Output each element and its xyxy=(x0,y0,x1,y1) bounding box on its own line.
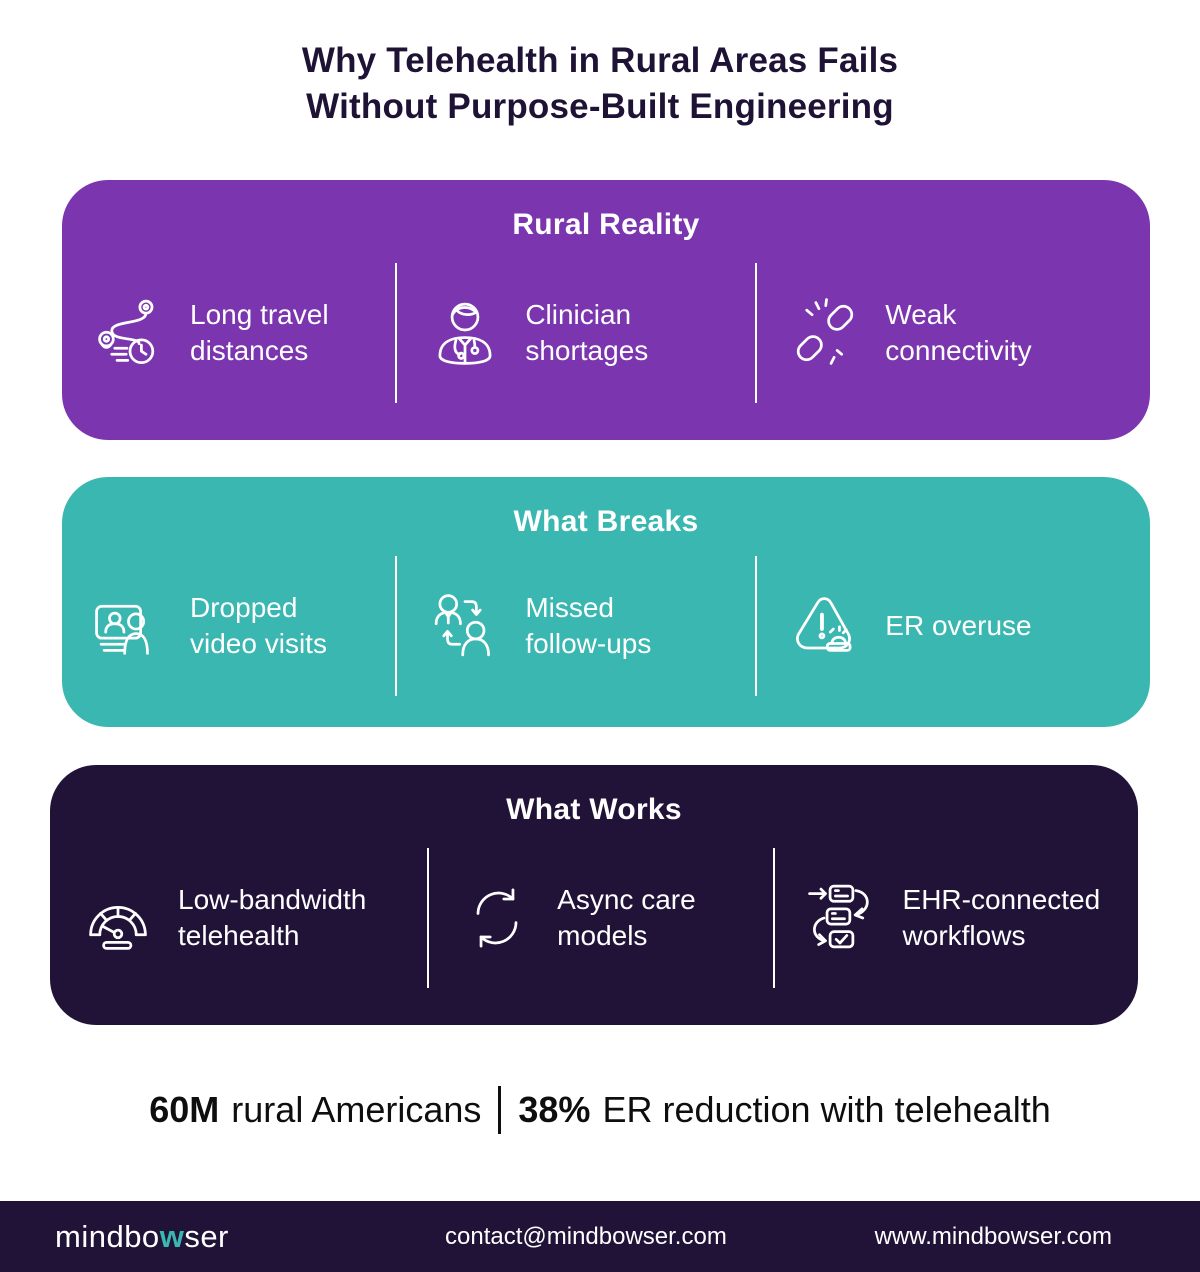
item-async-care-models xyxy=(429,839,772,997)
stat-value: 38% xyxy=(518,1089,591,1130)
stats-line xyxy=(0,1086,1200,1134)
ehr-workflow-icon xyxy=(805,876,881,960)
section-title: What Breaks xyxy=(513,505,699,538)
page-title-line2: Without Purpose-Built Engineering xyxy=(306,87,894,127)
item-label: Async care models xyxy=(557,883,696,951)
item-weak-connectivity xyxy=(757,254,1150,412)
item-low-bandwidth-telehealth xyxy=(50,839,427,997)
speedometer-icon xyxy=(80,876,156,960)
section-what-works xyxy=(50,765,1138,1025)
item-er-overuse xyxy=(757,551,1150,701)
section-rural-reality xyxy=(62,180,1150,440)
item-label: Weak connectivity xyxy=(885,298,1032,366)
section-title: What Works xyxy=(506,793,682,826)
stat-rural-americans xyxy=(149,1089,481,1131)
stat-label: rural Americans xyxy=(231,1089,482,1130)
stat-label: ER reduction with telehealth xyxy=(602,1089,1051,1130)
patient-transfer-icon xyxy=(427,584,503,668)
section-what-breaks xyxy=(62,477,1150,727)
video-visit-icon xyxy=(92,584,168,668)
section-title: Rural Reality xyxy=(512,208,700,241)
item-label: EHR-connected workflows xyxy=(902,883,1101,951)
item-label: Clinician shortages xyxy=(525,298,649,366)
logo-w-mark: w xyxy=(159,1218,185,1254)
section-items xyxy=(62,254,1150,412)
item-long-travel-distances xyxy=(62,254,395,412)
stats-separator xyxy=(498,1086,501,1134)
item-label: Long travel distances xyxy=(190,298,329,366)
item-label: Low-bandwidth telehealth xyxy=(178,883,367,951)
footer-bar xyxy=(0,1201,1200,1272)
stat-value: 60M xyxy=(149,1089,220,1130)
section-items xyxy=(50,839,1138,997)
sync-icon xyxy=(459,876,535,960)
footer-email: contact@mindbowser.com xyxy=(445,1222,727,1250)
footer-website: www.mindbowser.com xyxy=(874,1222,1112,1250)
item-ehr-connected-workflows xyxy=(775,839,1138,997)
item-label: ER overuse xyxy=(885,609,1032,641)
section-items xyxy=(62,551,1150,701)
stat-er-reduction xyxy=(518,1089,1050,1131)
item-missed-follow-ups xyxy=(397,551,755,701)
item-clinician-shortages xyxy=(397,254,755,412)
item-label: Dropped video visits xyxy=(190,591,327,659)
clinician-icon xyxy=(427,291,503,375)
route-clock-icon xyxy=(92,291,168,375)
er-warning-icon xyxy=(787,584,863,668)
mindbowser-logo: mindbowser xyxy=(55,1218,229,1254)
item-label: Missed follow-ups xyxy=(525,591,652,659)
broken-link-icon xyxy=(787,291,863,375)
page-title xyxy=(0,38,1200,130)
page-title-line1: Why Telehealth in Rural Areas Fails xyxy=(301,41,899,80)
item-dropped-video-visits xyxy=(62,551,395,701)
